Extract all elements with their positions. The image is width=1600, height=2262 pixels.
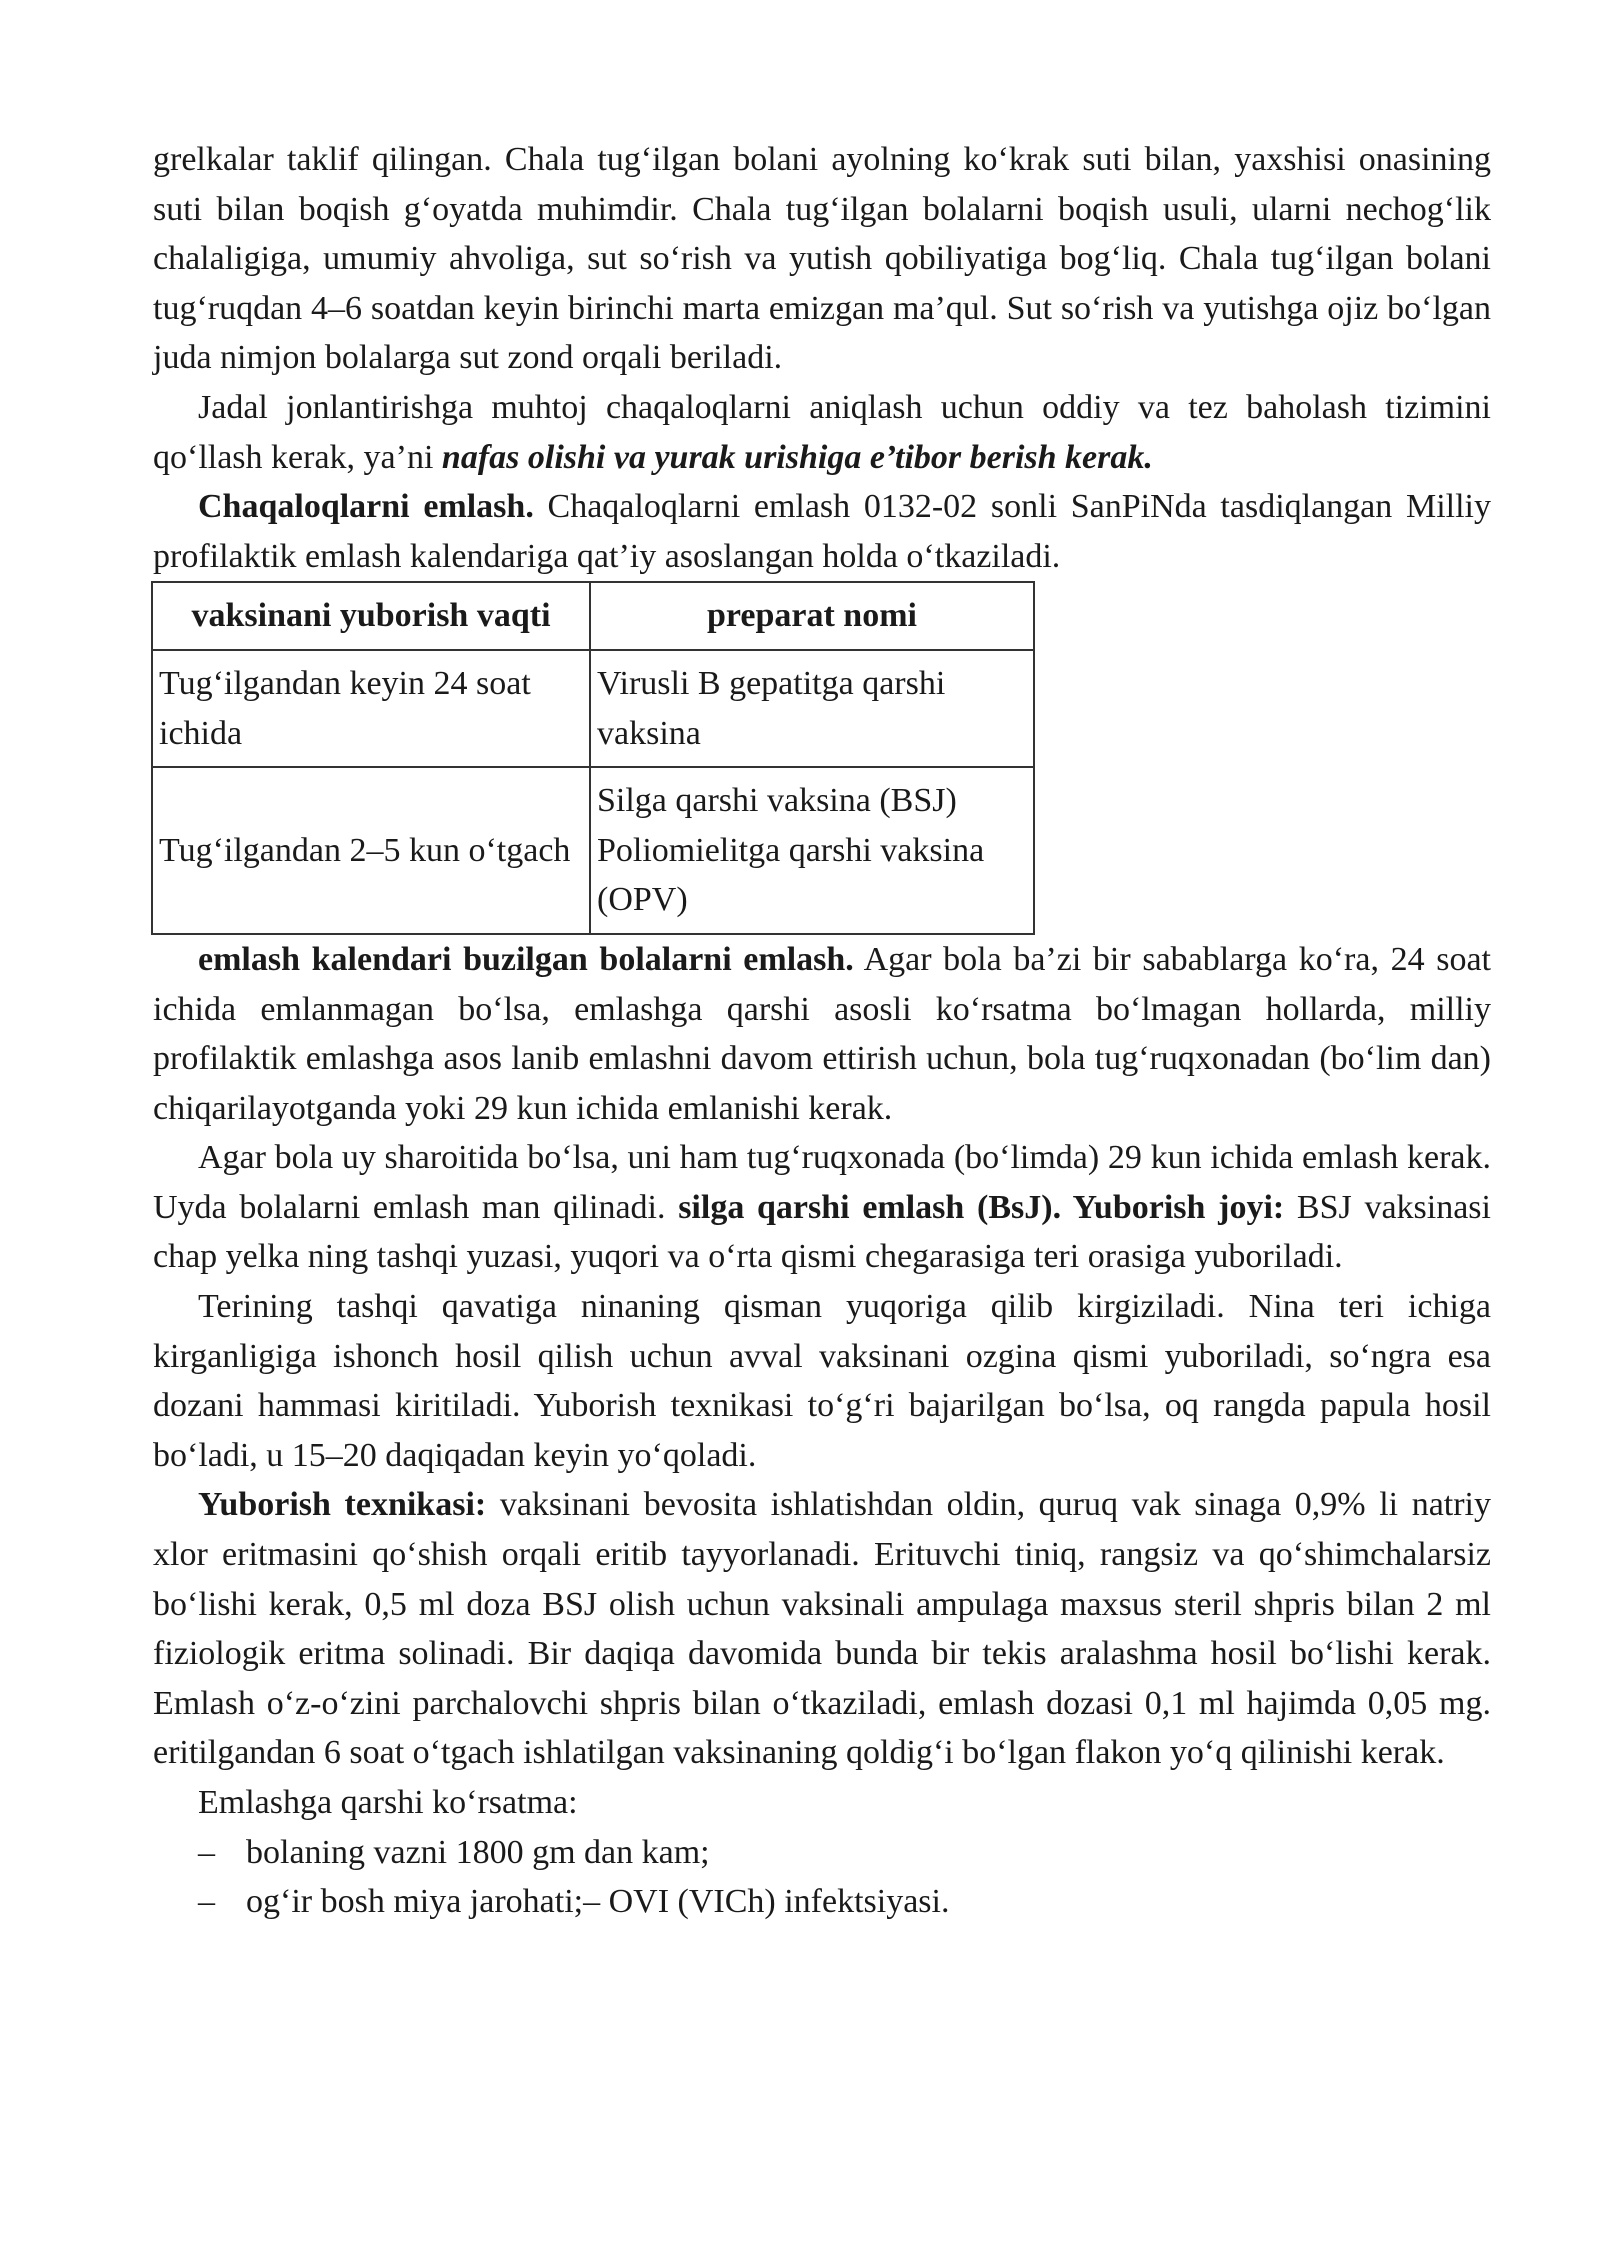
- table-cell-drug: [590, 767, 1034, 934]
- list-marker: –: [198, 1833, 215, 1871]
- section-heading: emlash kalendari buzilgan bolalarni emlash.: [198, 940, 854, 978]
- paragraph-text: BSJ vaksinasi chap yelka ning tashqi yuzasi, yuqori va o‘rta qismi chegarasiga teri orasiga yuboriladi.: [153, 1188, 1491, 1276]
- table-row: [152, 767, 1034, 934]
- paragraph-injection: Terining tashqi qavatiga ninaning qisman yuqoriga qilib kirgiziladi. Nina teri ichiga kirganligiga ishonch hosil qilish uchun avval vaksinani ozgina qismi yuboriladi, so‘ngra esa dozani hammasi kiritiladi. Yuborish texnikasi to‘g‘ri bajarilgan bo‘lsa, oq rangda papula hosil bo‘ladi, u 15–20 daqiqadan keyin yo‘qoladi.: [153, 1288, 1491, 1474]
- table-cell-drug: [590, 650, 1034, 767]
- paragraph-text: Agar bola uy sharoitida bo‘lsa, uni ham tug‘ruqxonada (bo‘limda) 29 kun ichida emlash kerak. Uyda bolalarni emlash man qilinadi.: [153, 1139, 1491, 1226]
- drug-line: Poliomielitga qarshi vaksina (OPV): [597, 831, 985, 919]
- section-heading: silga qarshi emlash (BsJ). Yuborish joyi:: [678, 1188, 1285, 1226]
- table-row: [152, 650, 1034, 767]
- contraindication-list: [153, 1828, 1491, 1927]
- paragraph-vaccination: [153, 482, 1491, 581]
- paragraph-text: Agar bola ba’zi bir sabablarga ko‘ra, 24 soat ichida emlanmagan bo‘lsa, emlashga qarshi asosli ko‘rsatma bo‘lmagan hollarda, milliy profilaktik emlashga asos lanib emlashni davom ettirish uchun, bola tug‘ruqxonadan (bo‘lim dan) chiqarilayotganda yoki 29 kun ichida emlanishi kerak.: [153, 940, 1491, 1127]
- vaccination-table: [151, 581, 1035, 935]
- drug-line: Virusli B gepatitga qarshi vaksina: [597, 664, 946, 752]
- paragraph-contraindications: Emlashga qarshi ko‘rsatma:: [198, 1784, 578, 1821]
- section-heading: Chaqaloqlarni emlash.: [198, 488, 534, 526]
- table-cell-time: Tug‘ilgandan keyin 24 soat ichida: [152, 650, 590, 767]
- list-item: [153, 1877, 1491, 1927]
- list-item-text: bolaning vazni 1800 gm dan kam;: [246, 1833, 710, 1871]
- paragraph-text: Jadal jonlantirishga muhtoj chaqaloqlarni aniqlash uchun oddiy va tez baholash tizimini qo‘llash kerak, ya’ni: [153, 388, 1491, 476]
- table-header-row: [152, 582, 1034, 650]
- paragraph-home-vaccination: [153, 1133, 1491, 1282]
- drug-line: Silga qarshi vaksina (BSJ): [597, 782, 957, 820]
- paragraph-feeding: grelkalar taklif qilingan. Chala tug‘ilgan bolani ayolning ko‘krak suti bilan, yaxshisi onasining suti bilan boqish g‘oyatda muhimdir. Chala tug‘ilgan bolalarni boqish usuli, ularni nechog‘lik chalaligiga, umumiy ahvoliga, sut so‘rish va yutish qobiliyatiga bog‘liq. Chala tug‘ilgan bolani tug‘ruqdan 4–6 soatdan keyin birinchi marta emizgan ma’qul. Sut so‘rish va yutishga ojiz bo‘lgan juda nimjon bolalarga sut zond orqali beriladi.: [153, 141, 1491, 377]
- table-header-cell: vaksinani yuborish vaqti: [152, 582, 590, 650]
- list-marker: –: [198, 1883, 215, 1921]
- list-item-text: og‘ir bosh miya jarohati;– OVI (VICh) infektsiyasi.: [246, 1883, 950, 1921]
- paragraph-technique: [153, 1480, 1491, 1778]
- paragraph-missed-schedule: [153, 935, 1491, 1133]
- paragraph-text: vaksinani bevosita ishlatishdan oldin, quruq vak sinaga 0,9% li natriy xlor eritmasini qo‘shish orqali eritib tayyorlanadi. Erituvchi tiniq, rangsiz va qo‘shimchalarsiz bo‘lishi kerak, 0,5 ml doza BSJ olish uchun vaksinali ampulaga maxsus steril shpris bilan 2 ml fiziologik eritma solinadi. Bir daqiqa davomida bunda bir tekis aralashma hosil bo‘lishi kerak. Emlash o‘z-o‘zini parchalovchi shpris bilan o‘tkaziladi, emlash dozasi 0,1 ml hajimda 0,05 mg. eritilgandan 6 soat o‘tgach ishlatilgan vaksinaning qoldig‘i bo‘lgan flakon yo‘q qilinishi kerak.: [153, 1486, 1491, 1772]
- table-cell-time: Tug‘ilgandan 2–5 kun o‘tgach: [152, 767, 590, 934]
- emphasis-text: nafas olishi va yurak urishiga e’tibor berish kerak.: [441, 438, 1153, 476]
- document-page: [153, 135, 1491, 1927]
- table-header-cell: preparat nomi: [590, 582, 1034, 650]
- paragraph-resuscitation: [153, 383, 1491, 482]
- section-heading: Yuborish texnikasi:: [198, 1486, 487, 1524]
- list-item: [153, 1828, 1491, 1878]
- paragraph-text: Chaqaloqlarni emlash 0132-02 sonli SanPiNda tasdiqlangan Milliy profilaktik emlash kalendariga qat’iy asoslangan holda o‘tkaziladi.: [153, 488, 1491, 575]
